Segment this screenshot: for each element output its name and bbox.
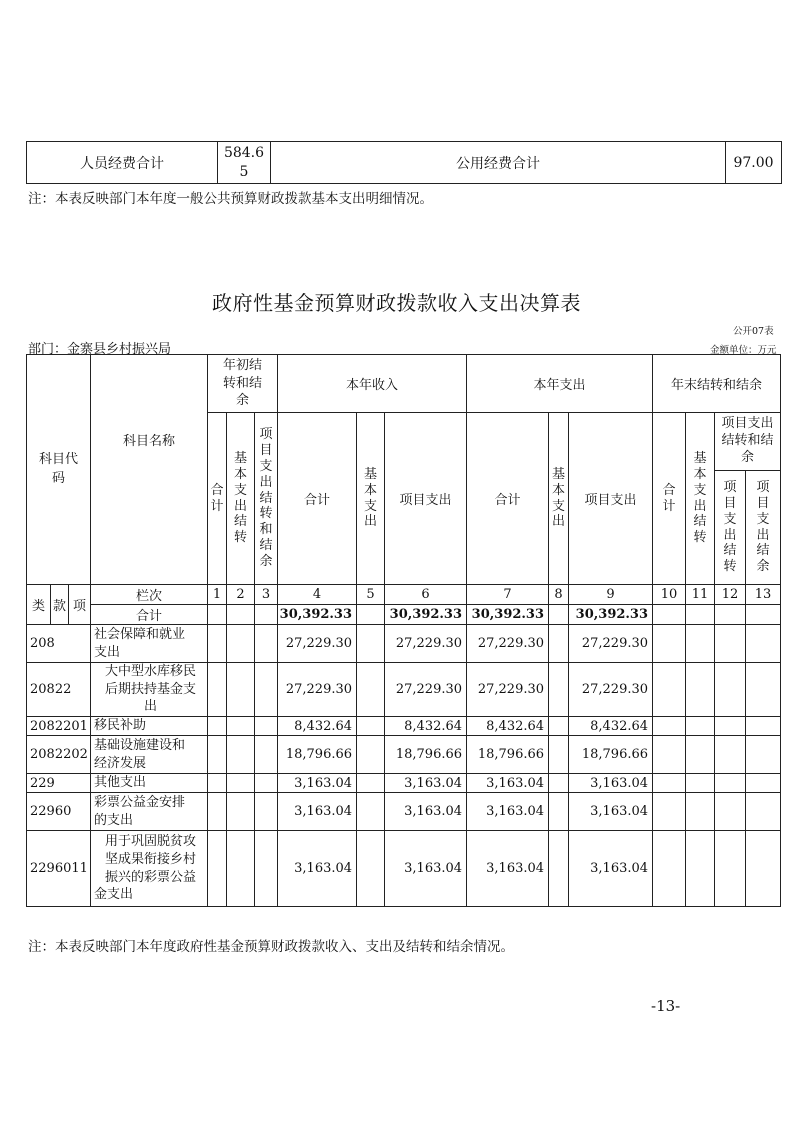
row-c6: 3,163.04 [385,793,467,831]
empty-cell [357,774,385,793]
header-xiang: 项 [69,585,91,625]
col-number: 6 [385,585,467,605]
empty-cell [686,717,715,736]
empty-cell [686,663,715,717]
empty-cell [549,736,569,774]
row-code: 22960 [27,793,91,831]
fund-budget-table [26,354,781,907]
empty-cell [227,831,255,907]
header-end-project-group: 项目支出结转和结余 [715,413,781,471]
row-c6: 8,432.64 [385,717,467,736]
empty-cell [357,605,385,625]
row-name [91,774,208,793]
empty-cell [208,663,227,717]
row-c6: 3,163.04 [385,831,467,907]
empty-cell [746,736,781,774]
row-name-line: 用于巩固脱贫攻 [105,834,197,850]
row-name [91,736,208,774]
personnel-value [218,142,271,184]
header-name: 科目名称 [91,355,208,585]
empty-cell [255,625,278,663]
empty-cell [208,831,227,907]
empty-cell [746,625,781,663]
empty-cell [746,831,781,907]
row-name-line: 振兴的彩票公益 [105,869,197,885]
empty-cell [357,793,385,831]
empty-cell [653,831,686,907]
header-end-basic: 基 本 支 出 结 转 [686,413,715,585]
row-c9: 3,163.04 [569,793,653,831]
row-code: 20822 [27,663,91,717]
header-end-total: 合 计 [653,413,686,585]
empty-cell [208,793,227,831]
empty-cell [227,774,255,793]
empty-cell [653,736,686,774]
empty-cell [208,605,227,625]
page-number: -13- [651,997,681,1015]
empty-cell [227,793,255,831]
empty-cell [227,625,255,663]
public-label: 公用经费合计 [271,142,726,184]
empty-cell [255,717,278,736]
row-code: 208 [27,625,91,663]
empty-cell [715,605,746,625]
header-lanci: 栏次 [91,585,208,605]
header-begin-group: 年初结转和结余 [208,355,278,413]
header-income-basic: 基 本 支 出 [357,413,385,585]
empty-cell [746,663,781,717]
total-c6: 30,392.33 [385,605,467,625]
empty-cell [357,831,385,907]
empty-cell [686,736,715,774]
form-number: 公开07表 [733,326,774,337]
empty-cell [549,605,569,625]
row-name-line: 基础设施建设和 [94,737,186,753]
row-c7: 18,796.66 [467,736,549,774]
empty-cell [255,793,278,831]
personnel-label: 人员经费合计 [27,142,218,184]
empty-cell [227,736,255,774]
col-number: 5 [357,585,385,605]
expense-summary-table [26,141,782,184]
empty-cell [357,663,385,717]
empty-cell [715,625,746,663]
empty-cell [715,793,746,831]
page-title: 政府性基金预算财政拨款收入支出决算表 [212,291,581,315]
header-income-group: 本年收入 [278,355,467,413]
empty-cell [227,717,255,736]
header-income-project: 项目支出 [385,413,467,585]
header-expense-group: 本年支出 [467,355,653,413]
empty-cell [255,605,278,625]
col-number: 1 [208,585,227,605]
row-name-line: 移民补助 [94,718,147,734]
empty-cell [208,717,227,736]
empty-cell [549,625,569,663]
row-name-line: 支出 [94,644,121,660]
row-c4: 3,163.04 [278,774,357,793]
empty-cell [686,774,715,793]
empty-cell [208,736,227,774]
empty-cell [746,793,781,831]
row-c9: 27,229.30 [569,663,653,717]
row-code: 2296011 [27,831,91,907]
col-number: 2 [227,585,255,605]
empty-cell [715,663,746,717]
row-name-line: 大中型水库移民 [105,664,197,680]
row-c7: 3,163.04 [467,831,549,907]
row-c4: 8,432.64 [278,717,357,736]
empty-cell [549,663,569,717]
empty-cell [357,736,385,774]
row-c9: 3,163.04 [569,774,653,793]
table-row [27,831,781,907]
total-c9: 30,392.33 [569,605,653,625]
amount-unit: 金额单位：万元 [710,345,777,356]
personnel-value-line1: 584.6 [223,145,265,162]
col-number: 9 [569,585,653,605]
row-c6: 3,163.04 [385,774,467,793]
empty-cell [746,717,781,736]
row-name [91,625,208,663]
empty-cell [686,793,715,831]
row-name-line: 彩票公益金安排 [94,794,186,810]
row-c9: 18,796.66 [569,736,653,774]
empty-cell [686,831,715,907]
row-c4: 18,796.66 [278,736,357,774]
empty-cell [686,625,715,663]
public-value: 97.00 [726,142,782,184]
col-number: 4 [278,585,357,605]
table-row [27,774,781,793]
empty-cell [653,774,686,793]
empty-cell [653,663,686,717]
row-code: 2082202 [27,736,91,774]
row-name-line: 社会保障和就业 [94,626,186,642]
header-begin-total: 合 计 [208,413,227,585]
row-code: 2082201 [27,717,91,736]
empty-cell [715,717,746,736]
header-begin-basic: 基 本 支 出 结 转 [227,413,255,585]
empty-cell [255,831,278,907]
empty-cell [255,736,278,774]
row-name [91,717,208,736]
col-number: 8 [549,585,569,605]
col-number: 3 [255,585,278,605]
row-c4: 27,229.30 [278,625,357,663]
row-c4: 3,163.04 [278,793,357,831]
header-expense-project: 项目支出 [569,413,653,585]
row-c9: 8,432.64 [569,717,653,736]
row-name-line: 的支出 [94,812,134,828]
empty-cell [686,605,715,625]
col-number: 10 [653,585,686,605]
table-row [27,793,781,831]
header-end-group: 年末结转和结余 [653,355,781,413]
row-c7: 8,432.64 [467,717,549,736]
personnel-value-line2: 5 [239,163,249,180]
empty-cell [208,774,227,793]
row-c9: 27,229.30 [569,625,653,663]
empty-cell [653,605,686,625]
header-end-proj-carry: 项 目 支 出 结 转 [715,471,746,585]
header-expense-basic: 基 本 支 出 [549,413,569,585]
empty-cell [746,774,781,793]
header-lei: 类 [27,585,51,625]
row-c9: 3,163.04 [569,831,653,907]
col-number: 12 [715,585,746,605]
row-name-line: 经济发展 [94,755,147,771]
row-c7: 3,163.04 [467,793,549,831]
empty-cell [549,717,569,736]
empty-cell [357,717,385,736]
empty-cell [549,774,569,793]
empty-cell [549,793,569,831]
total-row [27,605,781,625]
empty-cell [208,625,227,663]
header-begin-project: 项 目 支 出 结 转 和 结 余 [255,413,278,585]
note-fund-budget: 注：本表反映部门本年度政府性基金预算财政拨款收入、支出及结转和结余情况。 [28,939,514,955]
empty-cell [715,831,746,907]
row-c6: 18,796.66 [385,736,467,774]
table-row [27,736,781,774]
note-basic-expense: 注：本表反映部门本年度一般公共预算财政拨款基本支出明细情况。 [28,191,433,207]
header-code: 科目代码 [27,355,91,585]
department: 部门：金寨县乡村振兴局 [28,342,172,357]
header-kuan: 款 [51,585,69,625]
row-name [91,831,208,907]
empty-cell [357,625,385,663]
empty-cell [715,774,746,793]
empty-cell [255,663,278,717]
empty-cell [549,831,569,907]
row-name-line: 坚成果衔接乡村 [105,851,197,867]
row-c6: 27,229.30 [385,625,467,663]
empty-cell [653,717,686,736]
row-name-line: 出 [144,699,158,715]
empty-cell [227,605,255,625]
total-label: 合计 [91,605,208,625]
row-c7: 27,229.30 [467,663,549,717]
row-c7: 3,163.04 [467,774,549,793]
empty-cell [653,793,686,831]
row-name [91,793,208,831]
row-c4: 27,229.30 [278,663,357,717]
row-c4: 3,163.04 [278,831,357,907]
row-c6: 27,229.30 [385,663,467,717]
empty-cell [746,605,781,625]
row-code: 229 [27,774,91,793]
row-name-line: 后期扶持基金支 [105,681,197,697]
table-row [27,717,781,736]
header-expense-total: 合计 [467,413,549,585]
row-name-line: 金支出 [94,887,134,903]
empty-cell [227,663,255,717]
row-name [91,663,208,717]
col-number: 11 [686,585,715,605]
table-row [27,625,781,663]
row-c7: 27,229.30 [467,625,549,663]
col-number: 7 [467,585,549,605]
row-name-line: 其他支出 [94,775,147,791]
empty-cell [255,774,278,793]
total-c4: 30,392.33 [278,605,357,625]
total-c7: 30,392.33 [467,605,549,625]
table-row [27,663,781,717]
empty-cell [653,625,686,663]
col-number: 13 [746,585,781,605]
empty-cell [715,736,746,774]
header-end-proj-balance: 项 目 支 出 结 余 [746,471,781,585]
header-income-total: 合计 [278,413,357,585]
